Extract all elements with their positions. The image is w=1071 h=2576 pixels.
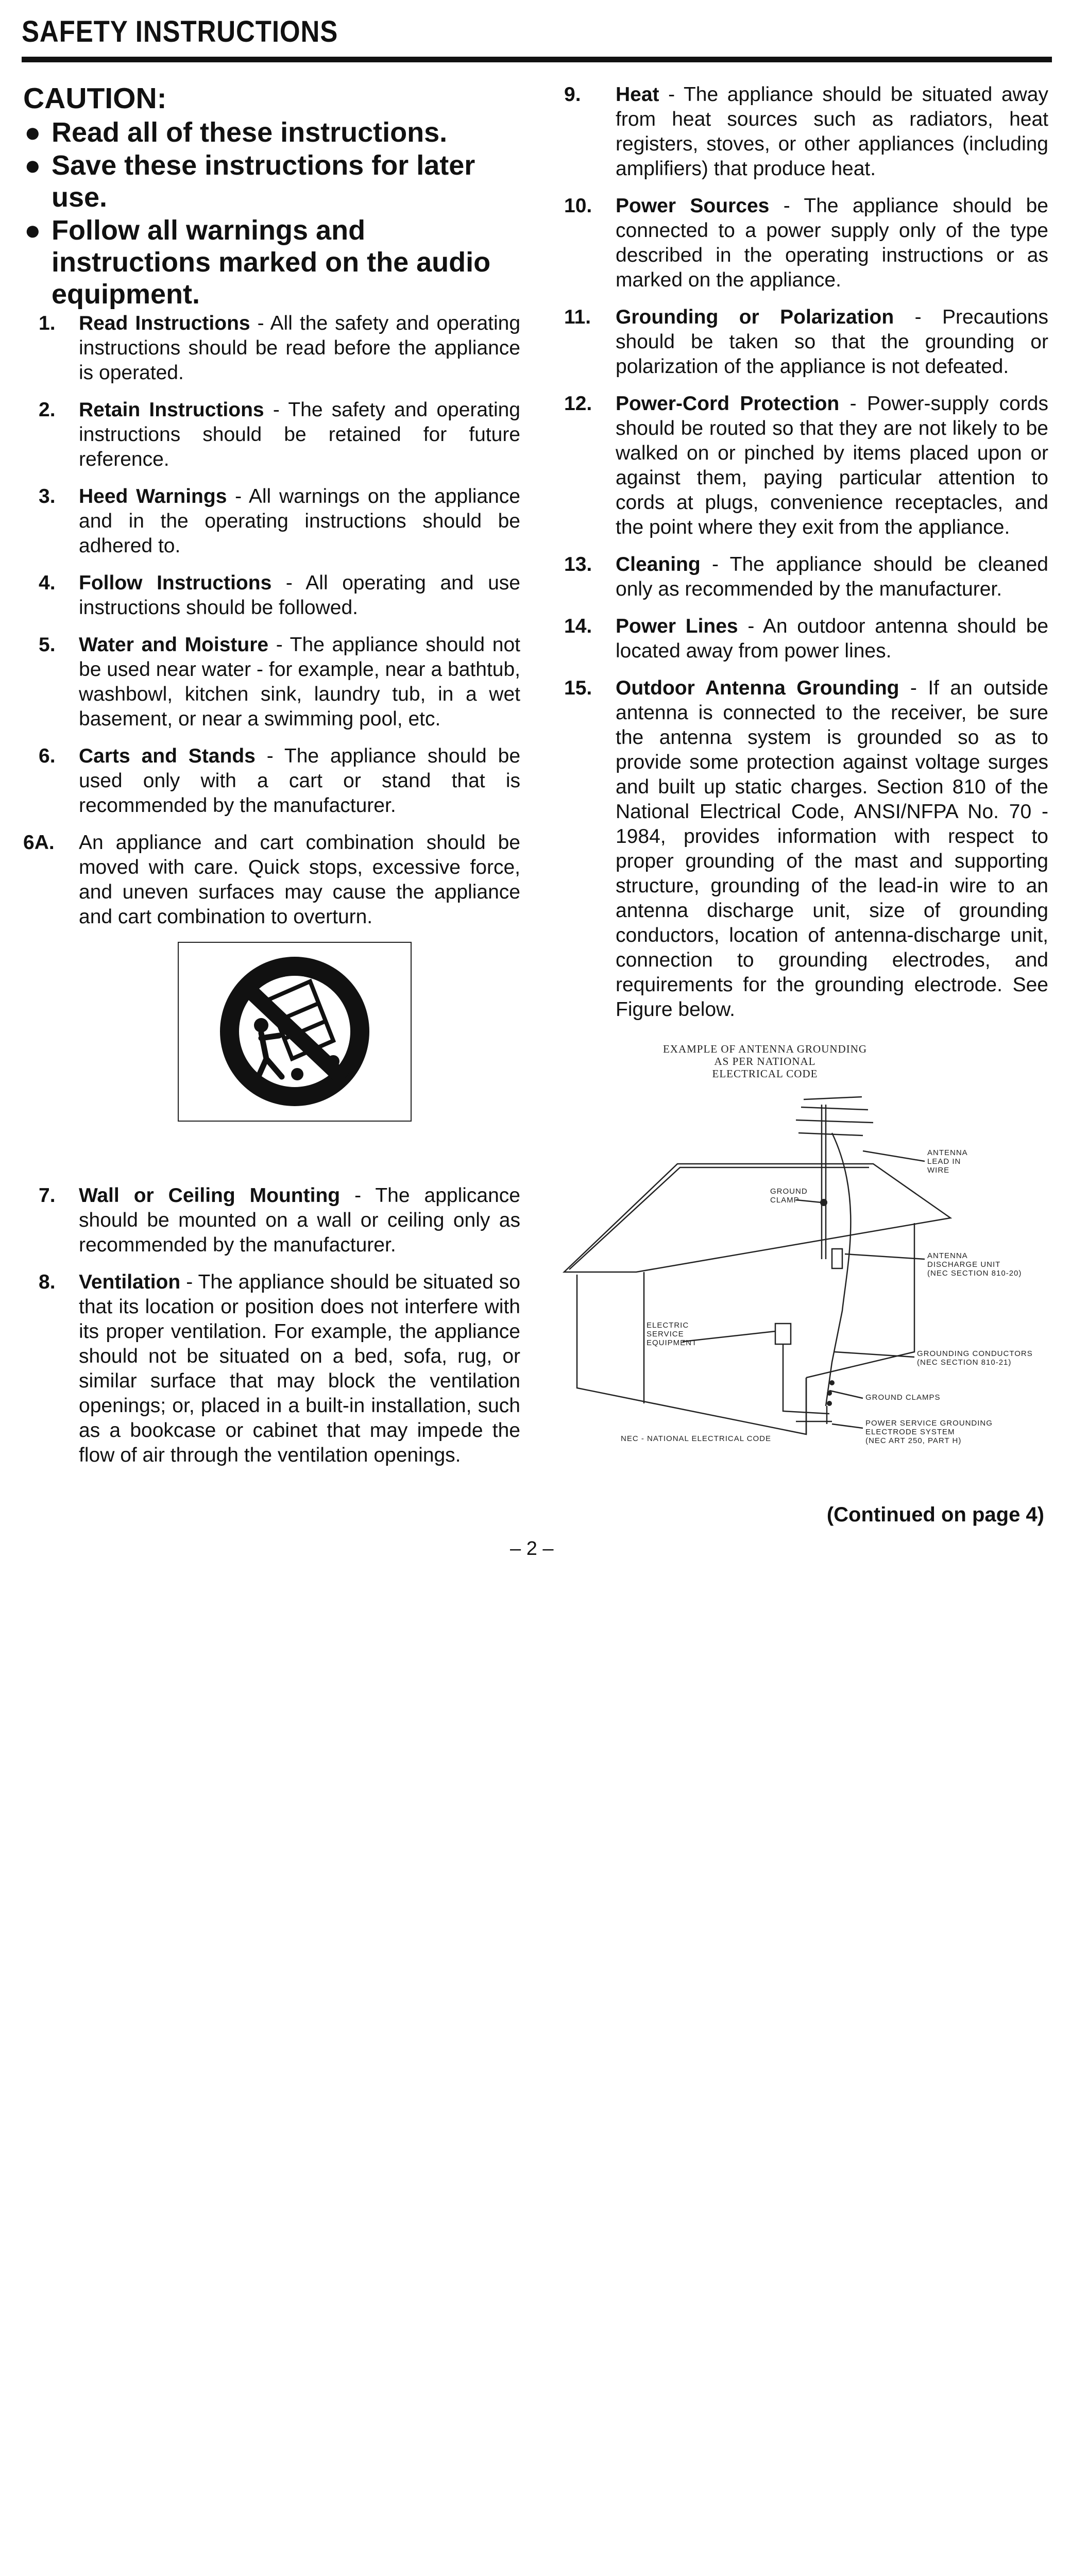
grounding-conductors-label: GROUNDING CONDUCTORS (NEC SECTION 810-21) [917, 1349, 1033, 1367]
left-column [23, 82, 520, 1480]
instruction-item: 10. Power Sources - The appliance should be connected to a power supply only of the type described in the operating instructions or as marked on the appliance. [564, 195, 1048, 291]
instruction-item: 1. Read Instructions - All the safety and operating instructions should be read before the appliance is operated. [39, 312, 521, 384]
ground-clamp-label: GROUND CLAMP [770, 1187, 808, 1205]
page-number: – 2 – [510, 1538, 554, 1560]
right-column [554, 82, 1048, 1455]
caution-bullet: ● Save these instructions for later use. [24, 150, 475, 213]
antenna-lead-label: ANTENNA LEAD IN WIRE [927, 1148, 968, 1175]
instruction-item: 6. Carts and Stands - The appliance should be used only with a cart or stand that is recommended by the manufacturer. [39, 745, 521, 817]
discharge-unit-label: ANTENNA DISCHARGE UNIT (NEC SECTION 810-20) [927, 1251, 1022, 1278]
instruction-item: 2. Retain Instructions - The safety and operating instructions should be retained for future reference. [39, 399, 520, 470]
ground-clamps-label: GROUND CLAMPS [865, 1393, 941, 1402]
instruction-item: 7. Wall or Ceiling Mounting - The applicance should be mounted on a wall or ceiling only as recommended by the manufacturer. [39, 1184, 520, 1256]
caution-bullet: ● Read all of these instructions. [24, 117, 448, 148]
instruction-item: 4. Follow Instructions - All operating and use instructions should be followed. [39, 572, 520, 619]
cart-tipover-icon [179, 943, 411, 1121]
antenna-grounding-figure [554, 1043, 1048, 1455]
electric-service-label: ELECTRIC SERVICE EQUIPMENT [647, 1321, 698, 1347]
figure-caption: EXAMPLE OF ANTENNA GROUNDING AS PER NATIONAL ELECTRICAL CODE [662, 1043, 868, 1080]
caution-bullets [23, 116, 520, 310]
caution-bullet: ● Follow all warnings and instructions marked on the audio equipment. [24, 215, 491, 310]
caution-title: CAUTION: [23, 82, 167, 115]
instruction-item: 8. Ventilation - The appliance should be situated so that its location or position does not interfere with its proper ventilation. For example, the appliance should not be situated on a bed, sofa, rug, or similar surface that may block the ventilation openings; or, placed in a built-in installation, such as a bookcase or cabinet that may impede the flow of air through the ventilation openings. [39, 1271, 520, 1466]
instruction-item: 5. Water and Moisture - The appliance should not be used near water - for example, near a bathtub, washbowl, kitchen sink, laundry tub, in a wet basement, or near a swimming pool, etc. [39, 634, 520, 730]
instruction-item: 11. Grounding or Polarization - Precautions should be taken so that the grounding or polarization of the appliance is not defeated. [564, 306, 1048, 378]
instruction-item: 14. Power Lines - An outdoor antenna should be located away from power lines. [564, 615, 1049, 662]
nec-note: NEC - NATIONAL ELECTRICAL CODE [621, 1434, 771, 1443]
cart-warning-figure [178, 942, 412, 1122]
continued-note: (Continued on page 4) [826, 1503, 1044, 1526]
instruction-item: 9. Heat - The appliance should be situated away from heat sources such as radiators, heat registers, stoves, or other appliances (including amplifiers) that produce heat. [564, 83, 1048, 180]
instruction-item: 12. Power-Cord Protection - Power-supply cords should be routed so that they are not likely to be walked on or pinched by items placed upon or against them, paying particular attention to cords at plugs, convenience receptacles, and the point where they exit from the appliance. [564, 393, 1048, 538]
bullet-icon: ● [24, 117, 41, 148]
instruction-item: 3. Heed Warnings - All warnings on the appliance and in the operating instructions should be adhered to. [39, 485, 520, 557]
power-service-label: POWER SERVICE GROUNDING ELECTRODE SYSTEM (NEC ART 250, PART H) [865, 1419, 993, 1445]
bullet-icon: ● [24, 150, 41, 181]
page-header [22, 14, 1052, 62]
instruction-item: 15. Outdoor Antenna Grounding - If an outside antenna is connected to the receiver, be sure the antenna system is grounded so as to provide some protection against voltage surges and built up static charges. Section 810 of the National Electrical Code, ANSI/NFPA No. 70 - 1984, provides information with respect to proper grounding of the mast and supporting structure, grounding of the lead-in wire to an antenna discharge unit, size of grounding conductors, location of antenna-discharge unit, connection to grounding electrodes, and requirements for the grounding electrode. See Figure below. [564, 677, 1048, 1021]
house-antenna-diagram [554, 1043, 1048, 1455]
bullet-icon: ● [24, 215, 41, 246]
instruction-item: 13. Cleaning - The appliance should be cleaned only as recommended by the manufacturer. [564, 553, 1048, 600]
page-title: SAFETY INSTRUCTIONS [22, 15, 338, 48]
instruction-item: 6A. An appliance and cart combination should be moved with care. Quick stops, excessive force, and uneven surfaces may cause the appliance and cart combination to overturn. [23, 832, 520, 928]
